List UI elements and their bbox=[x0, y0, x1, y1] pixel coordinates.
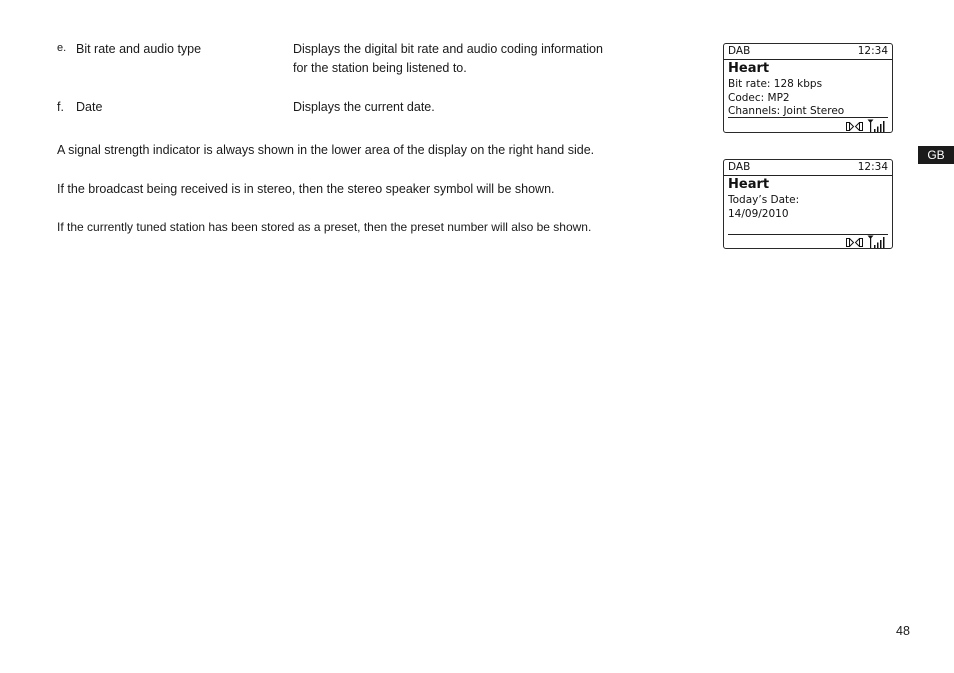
paragraph-signal-strength: A signal strength indicator is always shown in the lower area of the display on the right hand side. bbox=[57, 143, 595, 157]
lcd-status-icons bbox=[846, 118, 887, 132]
lcd-line-date-value: 14/09/2010 bbox=[728, 208, 789, 220]
lcd-status-icons bbox=[846, 234, 887, 248]
lcd-time: 12:34 bbox=[857, 45, 888, 57]
item-term-date: Date bbox=[76, 100, 103, 114]
stereo-speaker-icon bbox=[846, 237, 863, 248]
item-letter-f: f. bbox=[57, 100, 64, 114]
language-tab: GB bbox=[918, 146, 954, 164]
lcd-line-channels: Channels: Joint Stereo bbox=[728, 105, 845, 117]
item-desc-bitrate-line2: for the station being listened to. bbox=[293, 61, 467, 75]
page-number: 48 bbox=[896, 624, 910, 638]
lcd-mode: DAB bbox=[728, 161, 751, 173]
lcd-display-bitrate bbox=[723, 43, 893, 133]
paragraph-preset-number: If the currently tuned station has been stored as a preset, then the preset number will also be shown. bbox=[57, 220, 592, 234]
paragraph-stereo-symbol: If the broadcast being received is in stereo, then the stereo speaker symbol will be shown. bbox=[57, 182, 555, 196]
stereo-speaker-icon bbox=[846, 121, 863, 132]
lcd-line-bitrate: Bit rate: 128 kbps bbox=[728, 78, 823, 90]
lcd-time: 12:34 bbox=[857, 161, 888, 173]
lcd-line-codec: Codec: MP2 bbox=[728, 92, 790, 104]
signal-strength-icon bbox=[867, 235, 887, 248]
signal-strength-icon bbox=[867, 119, 887, 132]
lcd-line-date-label: Today’s Date: bbox=[728, 194, 800, 206]
item-desc-date: Displays the current date. bbox=[293, 100, 435, 114]
lcd-station-name: Heart bbox=[728, 177, 770, 192]
item-letter-e: e. bbox=[57, 42, 67, 54]
lcd-header bbox=[724, 44, 892, 60]
item-term-bitrate: Bit rate and audio type bbox=[76, 42, 202, 56]
item-desc-bitrate-line1: Displays the digital bit rate and audio coding information bbox=[293, 42, 603, 56]
lcd-station-name: Heart bbox=[728, 61, 770, 76]
lcd-mode: DAB bbox=[728, 45, 751, 57]
lcd-display-date bbox=[723, 159, 893, 249]
lcd-header bbox=[724, 160, 892, 176]
